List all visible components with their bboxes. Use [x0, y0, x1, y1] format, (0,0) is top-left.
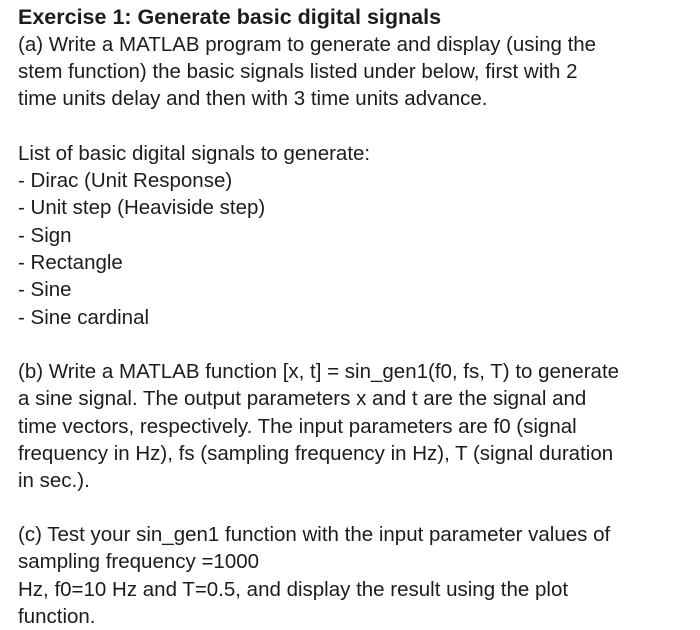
part-a-line: stem function) the basic signals listed under below, first with 2	[18, 60, 578, 84]
part-c-line: Hz, f0=10 Hz and T=0.5, and display the result using the plot	[18, 577, 569, 601]
list-item: - Rectangle	[18, 251, 123, 275]
part-c	[18, 521, 682, 630]
part-a	[18, 31, 682, 113]
list-heading: List of basic digital signals to generate:	[18, 141, 371, 165]
signal-list	[18, 167, 682, 331]
part-c-line: (c) Test your sin_gen1 function with the input parameter values of	[18, 523, 611, 547]
part-a-line: time units delay and then with 3 time units advance.	[18, 87, 488, 111]
part-a-line: (a) Write a MATLAB program to generate and display (using the	[18, 33, 597, 56]
spacer	[18, 494, 682, 521]
part-b-line: frequency in Hz), fs (sampling frequency in Hz), T (signal duration	[18, 441, 614, 465]
list-item: - Sign	[18, 223, 72, 247]
part-b-line: a sine signal. The output parameters x and t are the signal and	[18, 387, 587, 411]
spacer	[18, 331, 682, 358]
part-c-line: sampling frequency =1000	[18, 550, 260, 574]
list-item: - Sine cardinal	[18, 305, 150, 329]
part-c-line: function.	[18, 604, 96, 628]
exercise-title: Exercise 1: Generate basic digital signals	[18, 5, 442, 29]
part-b-line: in sec.).	[18, 469, 90, 493]
part-b	[18, 358, 682, 494]
list-item: - Unit step (Heaviside step)	[18, 196, 266, 220]
list-item: - Sine	[18, 278, 72, 302]
list-item: - Dirac (Unit Response)	[18, 168, 233, 192]
spacer	[18, 113, 682, 140]
part-b-line: time vectors, respectively. The input parameters are f0 (signal	[18, 414, 577, 438]
part-b-line: (b) Write a MATLAB function [x, t] = sin_gen1(f0, fs, T) to generate	[18, 360, 620, 384]
